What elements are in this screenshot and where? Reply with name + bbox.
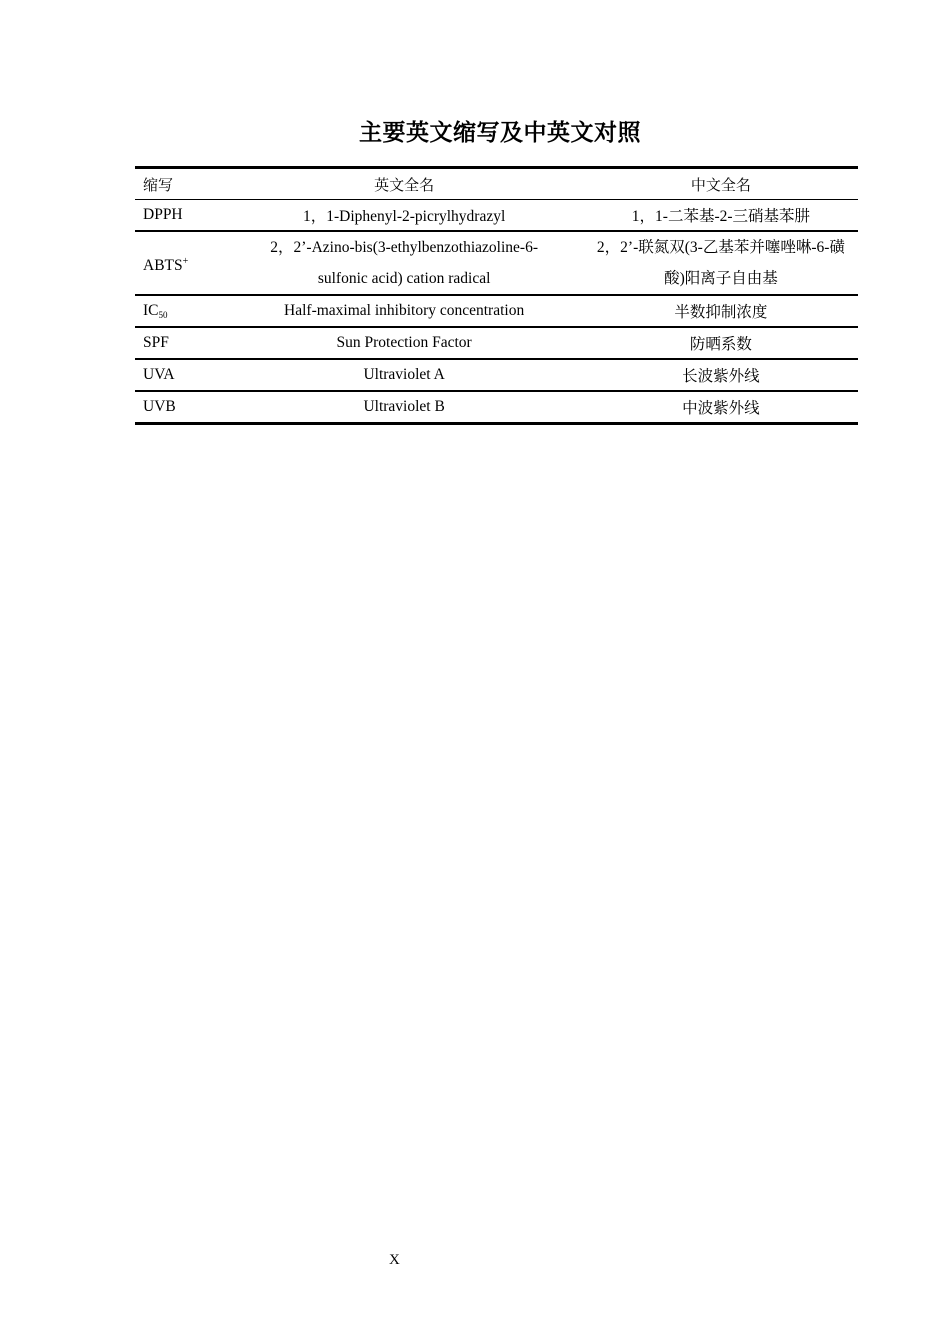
english-line: 2，2’-Azino-bis(3-ethylbenzothiazoline-6- <box>270 239 538 256</box>
abbr-subscript: 50 <box>158 310 168 320</box>
cell-abbreviation: UVB <box>135 391 224 424</box>
cell-abbreviation: DPPH <box>143 206 183 223</box>
chinese-line: 2，2’-联氮双(3-乙基苯并噻唑啉-6-磺 <box>596 239 845 256</box>
cell-chinese-name: 长波紫外线 <box>584 359 858 391</box>
cell-chinese-name: 1，1-二苯基-2-三硝基苯肼 <box>631 208 811 225</box>
cell-abbreviation <box>135 231 224 295</box>
table-row <box>135 295 858 327</box>
cell-chinese-name: 中波紫外线 <box>584 391 858 424</box>
cell-chinese-name: 防晒系数 <box>584 327 858 359</box>
table-row <box>135 359 858 391</box>
table-row <box>135 391 858 424</box>
cell-abbreviation <box>135 295 224 327</box>
header-chinese-name: 中文全名 <box>584 168 858 200</box>
cell-english-name: 1，1-Diphenyl-2-picrylhydrazyl <box>302 208 506 225</box>
english-line: sulfonic acid) cation radical <box>317 270 491 287</box>
cell-abbreviation: SPF <box>135 327 224 359</box>
abbr-superscript: + <box>182 255 189 267</box>
cell-english-name: Ultraviolet B <box>224 391 583 424</box>
abbreviation-table <box>135 166 858 425</box>
abbr-text: ABTS <box>143 256 183 274</box>
table-header-row <box>135 168 858 200</box>
cell-abbreviation: UVA <box>135 359 224 391</box>
cell-english-name: Half-maximal inhibitory concentration <box>224 295 583 327</box>
cell-chinese-name: 半数抑制浓度 <box>584 295 858 327</box>
table-row <box>135 231 858 295</box>
header-english-name: 英文全名 <box>224 168 583 200</box>
abbr-text: IC <box>143 302 159 319</box>
cell-english-name: Sun Protection Factor <box>224 327 583 359</box>
page-title: 主要英文缩写及中英文对照 <box>359 120 641 146</box>
page-number: X <box>389 1252 400 1268</box>
cell-english-name <box>224 231 583 295</box>
header-abbreviation: 缩写 <box>135 168 224 200</box>
cell-chinese-name <box>584 231 858 295</box>
chinese-line: 酸)阳离子自由基 <box>664 270 778 287</box>
cell-english-name: Ultraviolet A <box>224 359 583 391</box>
table-row <box>135 200 858 232</box>
table-row <box>135 327 858 359</box>
